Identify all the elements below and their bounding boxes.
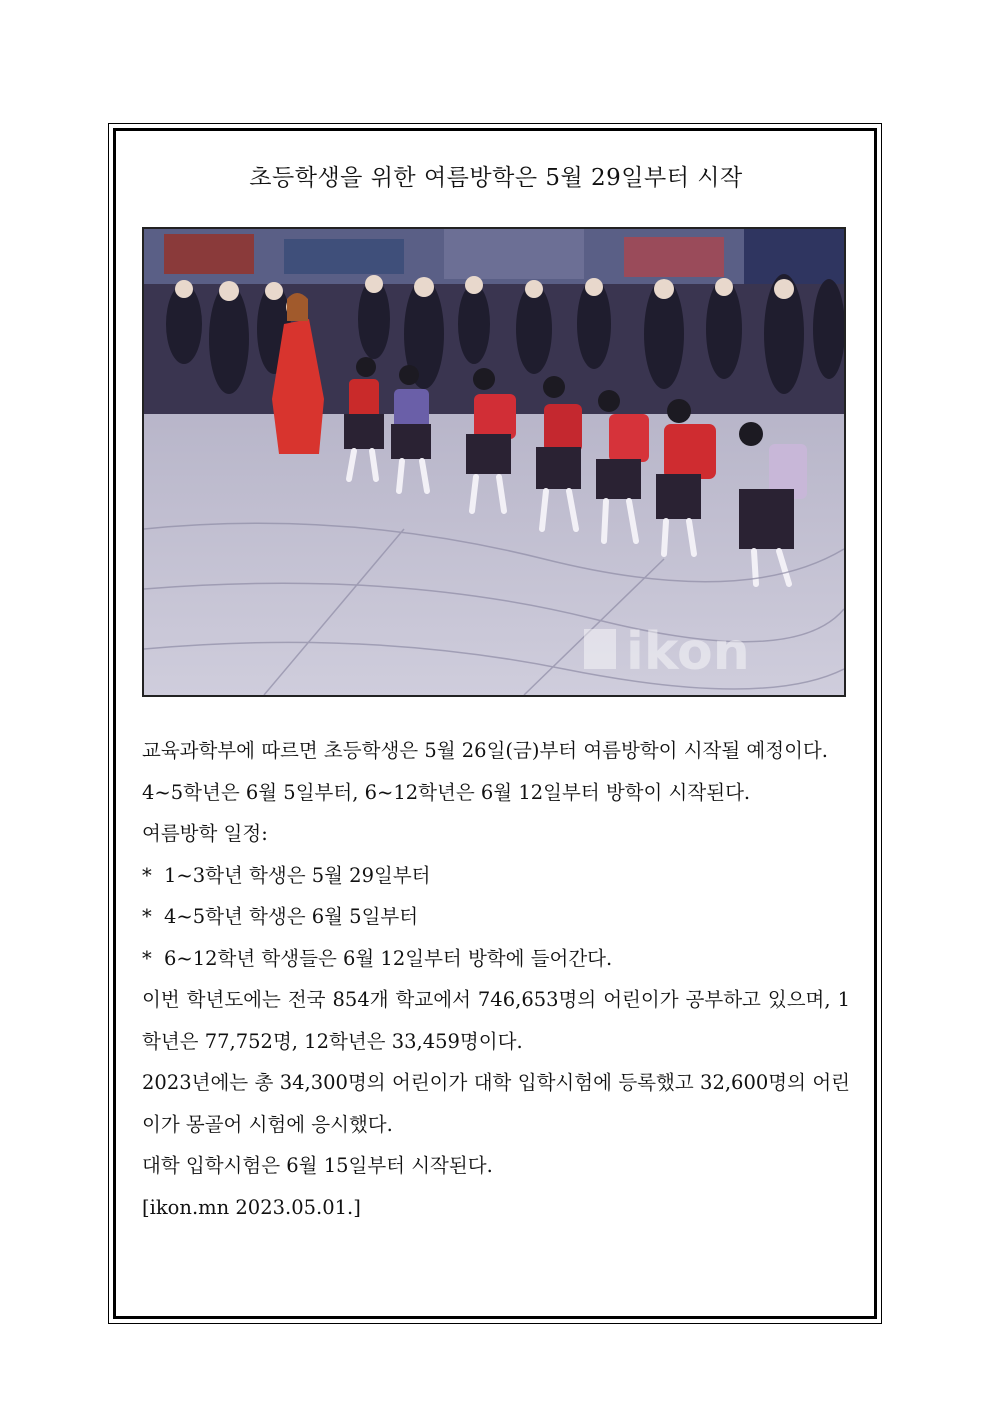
schoolchildren-photo-icon	[144, 229, 844, 695]
paragraph: 여름방학 일정:	[142, 822, 268, 845]
bullet-symbol: *	[142, 905, 152, 928]
paragraph: 4~5학년은 6월 5일부터, 6~12학년은 6월 12일부터 방학이 시작된다.	[142, 780, 751, 804]
paragraph: 2023년에는 총 34,300명의 어린이가 대학 입학시험에 등록했고 32,600명의 어린이가 몽골어 시험에 응시했다.	[142, 1071, 850, 1136]
list-item-text: 1~3학년 학생은 5월 29일부터	[164, 863, 431, 887]
source-citation: [ikon.mn 2023.05.01.]	[142, 1195, 361, 1219]
article-photo	[142, 227, 846, 697]
list-item-text: 6~12학년 학생들은 6월 12일부터 방학에 들어간다.	[164, 946, 613, 970]
paragraph: 대학 입학시험은 6월 15일부터 시작된다.	[142, 1154, 493, 1177]
list-item	[142, 938, 850, 980]
list-item	[142, 855, 850, 897]
bullet-symbol: *	[142, 863, 152, 887]
page-title: 초등학생을 위한 여름방학은 5월 29일부터 시작	[249, 165, 743, 191]
paragraph: 교육과학부에 따르면 초등학생은 5월 26일(금)부터 여름방학이 시작될 예정이다.	[142, 739, 828, 762]
list-item-text: 4~5학년 학생은 6월 5일부터	[164, 905, 419, 928]
watermark-text: ikon	[626, 622, 750, 682]
list-item	[142, 896, 850, 938]
paragraph: 이번 학년도에는 전국 854개 학교에서 746,653명의 어린이가 공부하고 있으며, 1학년은 77,752명, 12학년은 33,459명이다.	[142, 988, 850, 1053]
article-body	[142, 730, 850, 1228]
bullet-symbol: *	[142, 946, 152, 970]
